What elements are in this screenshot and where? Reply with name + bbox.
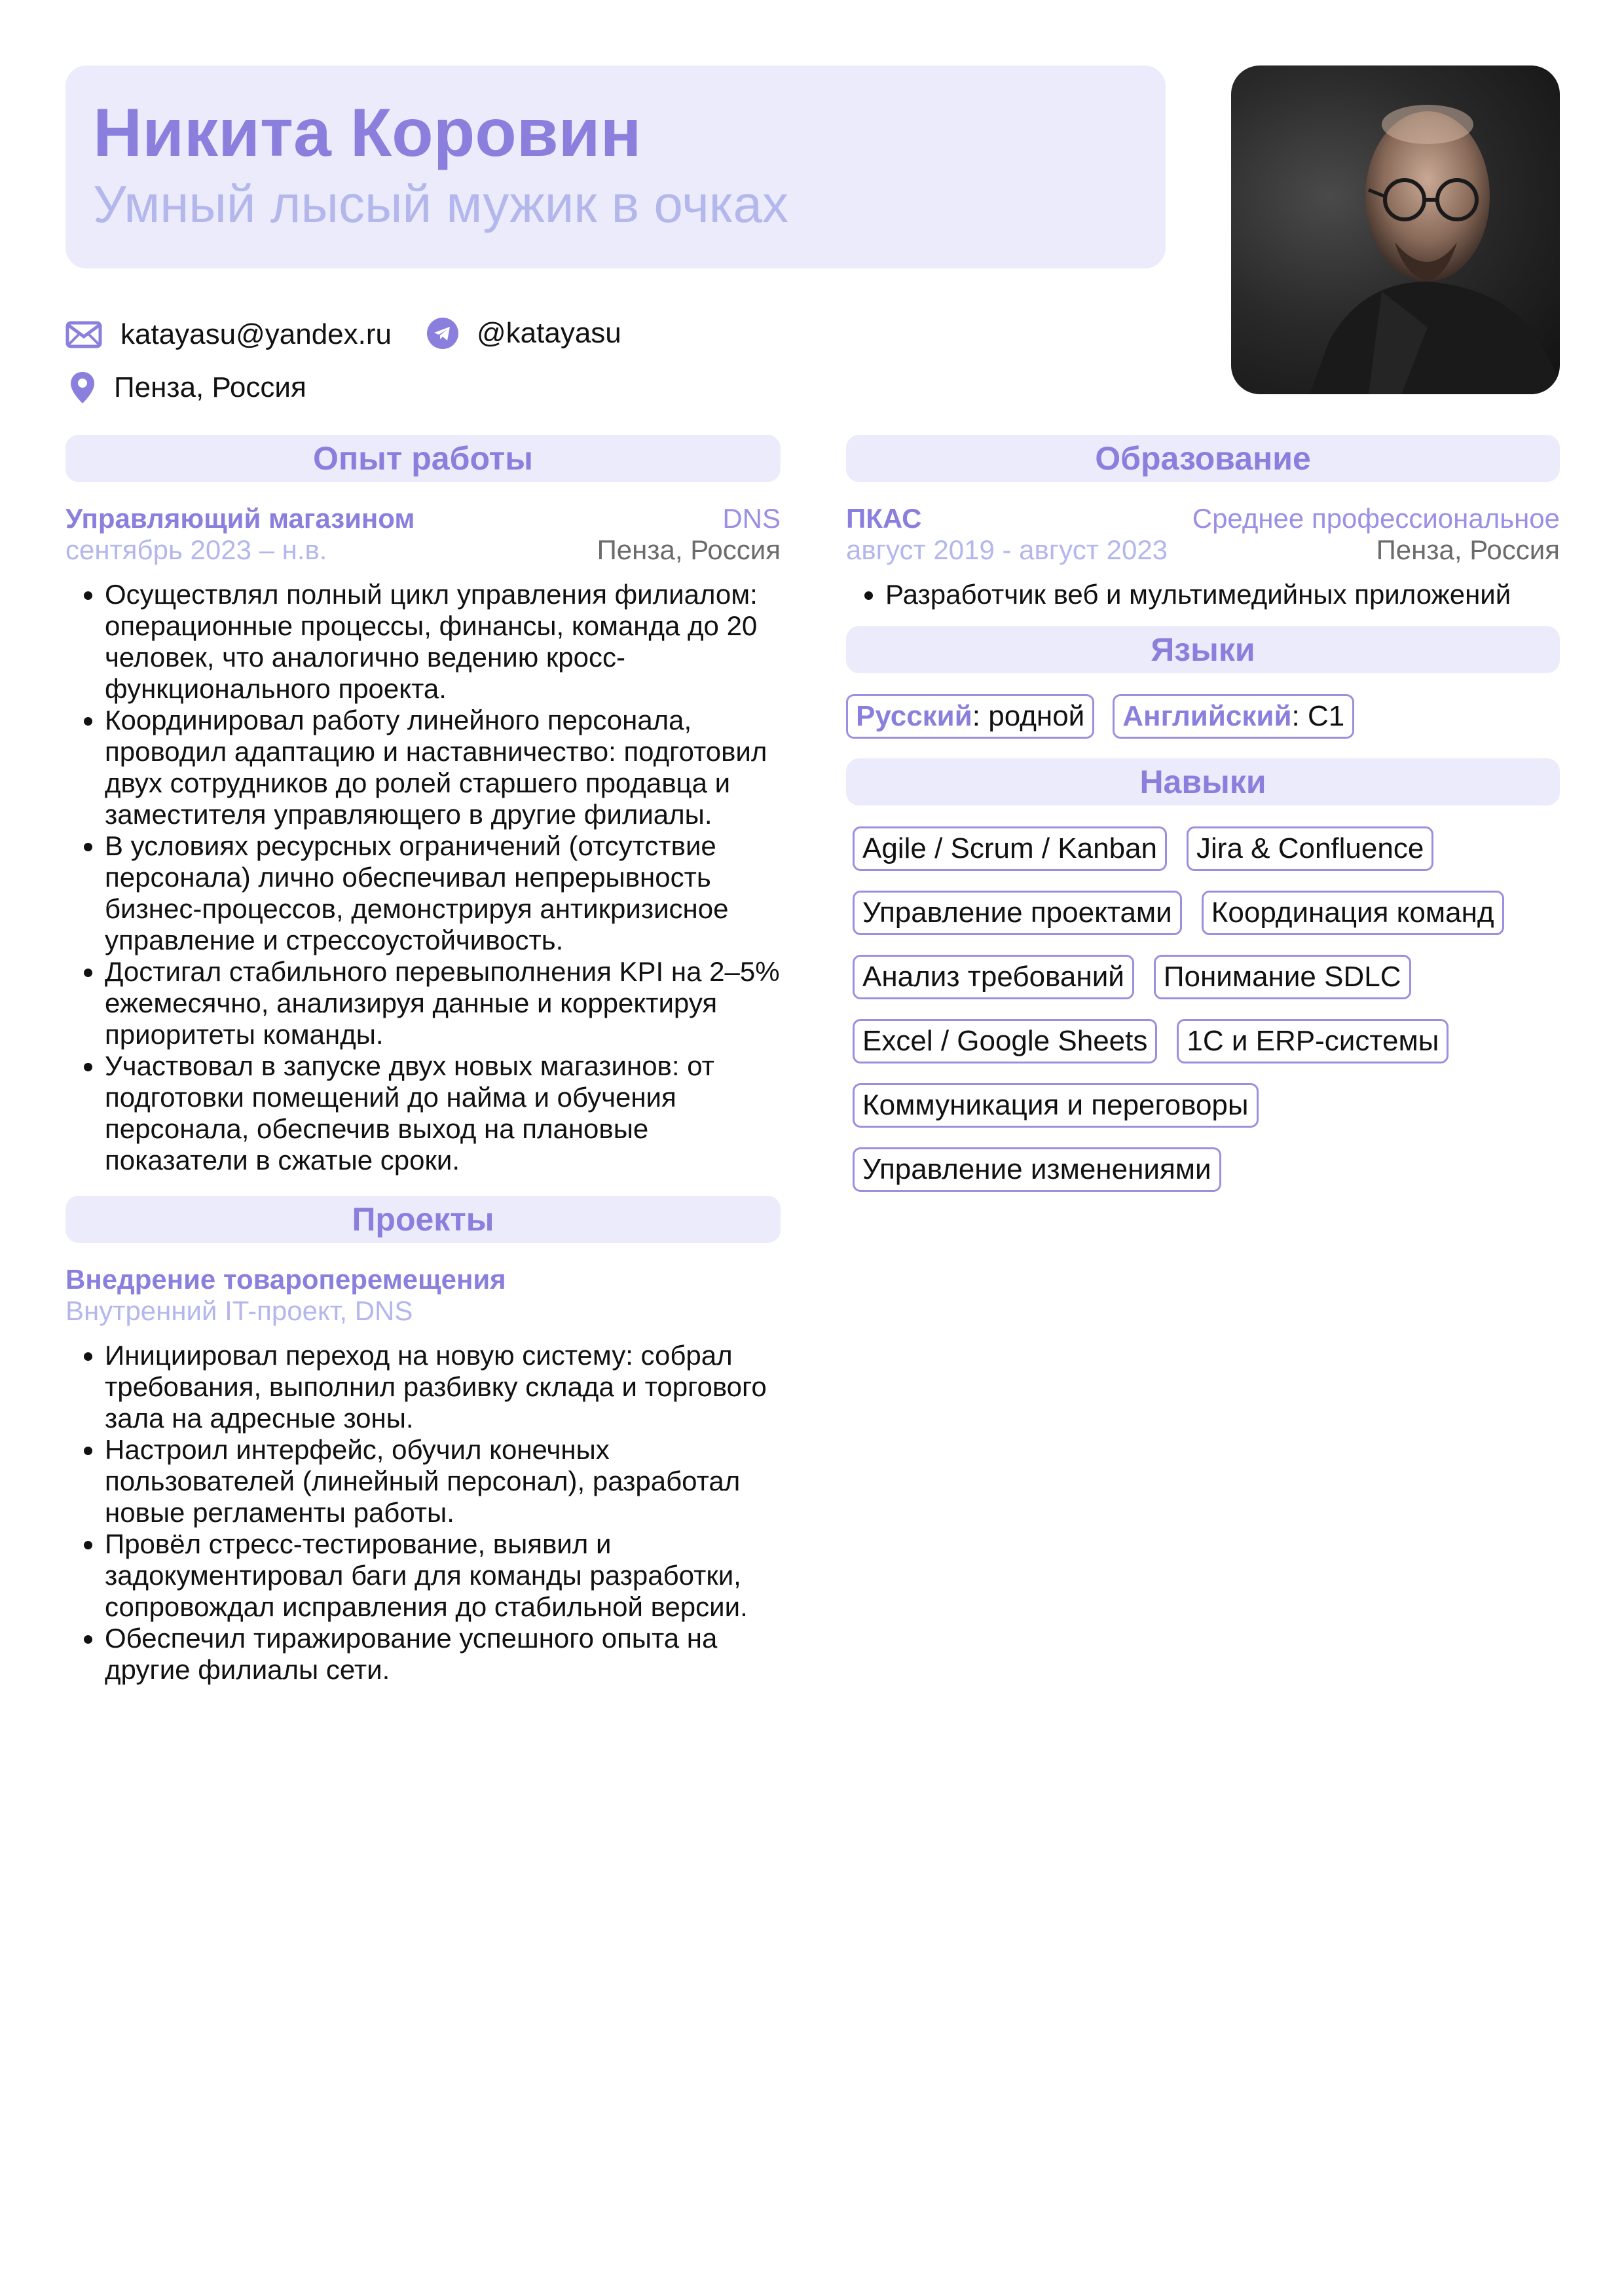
list-item: • Разработчик веб и мультимедийных приложений: [885, 579, 1560, 610]
tagline: Умный лысый мужик в очках: [93, 175, 789, 234]
skill-tag: Понимание SDLC: [1154, 955, 1411, 999]
job-position: Управляющий магазином: [65, 503, 415, 534]
list-item: • Координировал работу линейного персонала, проводил адаптацию и наставничество: подготовил двух сотрудников до ролей старшего продавца и заместителя управляющего в другие филиалы.: [105, 705, 781, 830]
contact-telegram[interactable]: [427, 317, 621, 350]
language-level: родной: [980, 700, 1085, 732]
skill-tag: Коммуникация и переговоры: [853, 1083, 1259, 1128]
list-item: • Участвовал в запуске двух новых магазинов: от подготовки помещений до найма и обучения персонала, обеспечив выход на плановые показатели в сжатые сроки.: [105, 1050, 781, 1176]
skill-tag: 1С и ERP-системы: [1177, 1019, 1449, 1064]
language-level: C1: [1299, 700, 1345, 732]
header-box: [65, 65, 1166, 268]
skill-tag: Jira & Confluence: [1187, 826, 1433, 871]
contact-email[interactable]: [65, 318, 392, 351]
list-item: • Настроил интерфейс, обучил конечных пользователей (линейный персонал), разработал новые регламенты работы.: [105, 1434, 781, 1528]
section-title-projects: Проекты: [65, 1196, 781, 1243]
section-title-skills: Навыки: [846, 758, 1560, 805]
language-separator: :: [972, 700, 981, 732]
skill-tag: Управление изменениями: [853, 1147, 1221, 1192]
skill-tag: Excel / Google Sheets: [853, 1019, 1157, 1064]
education-bullets: [846, 579, 1560, 610]
language-tag: [846, 694, 1094, 739]
list-item: • Осуществлял полный цикл управления филиалом: операционные процессы, финансы, команда до 20 человек, что аналогично ведению кросс-функционального проекта.: [105, 579, 781, 705]
section-title-education: Образование: [846, 435, 1560, 482]
job-company: DNS: [722, 503, 781, 534]
list-item: • В условиях ресурсных ограничений (отсутствие персонала) лично обеспечивал непрерывность бизнес-процессов, демонстрируя антикризисное управление и стрессоустойчивость.: [105, 830, 781, 956]
location-pin-icon: [69, 371, 96, 405]
mail-icon: [65, 321, 102, 348]
skills-list: [846, 826, 1560, 1192]
education-entry: [846, 503, 1560, 610]
job-entry: [65, 503, 781, 1176]
left-column: [65, 435, 781, 1686]
skill-tag: Анализ требований: [853, 955, 1134, 999]
education-location: Пенза, Россия: [1376, 534, 1560, 565]
telegram-text: @katayasu: [477, 317, 621, 349]
languages-list: [846, 694, 1560, 739]
language-separator: :: [1291, 700, 1300, 732]
education-level: Среднее профессиональное: [1192, 503, 1560, 534]
skill-tag: Agile / Scrum / Kanban: [853, 826, 1167, 871]
project-entry: [65, 1264, 781, 1686]
language-tag: [1113, 694, 1354, 739]
skill-tag: Управление проектами: [853, 891, 1182, 935]
location-text: Пенза, Россия: [114, 371, 306, 403]
skill-tag: Координация команд: [1202, 891, 1504, 935]
education-dates: август 2019 - август 2023: [846, 534, 1168, 565]
job-bullets: [65, 579, 781, 1176]
contact-location: [69, 371, 306, 405]
project-bullets: [65, 1340, 781, 1686]
section-title-experience: Опыт работы: [65, 435, 781, 482]
job-dates: сентябрь 2023 – н.в.: [65, 534, 327, 565]
right-column: [846, 435, 1560, 1192]
list-item: • Достигал стабильного перевыполнения KPI на 2–5% ежемесячно, анализируя данные и корректируя приоритеты команды.: [105, 956, 781, 1050]
education-school: ПКАС: [846, 503, 922, 534]
section-title-languages: Языки: [846, 626, 1560, 673]
language-name: Английский: [1122, 700, 1292, 732]
language-name: Русский: [856, 700, 972, 732]
job-location: Пенза, Россия: [597, 534, 781, 565]
list-item: • Провёл стресс-тестирование, выявил и задокументировал баги для команды разработки, сопровождал исправления до стабильной версии.: [105, 1528, 781, 1623]
full-name: Никита Коровин: [93, 95, 642, 171]
telegram-icon: [427, 318, 458, 349]
list-item: • Обеспечил тиражирование успешного опыта на другие филиалы сети.: [105, 1623, 781, 1686]
profile-photo: [1231, 65, 1560, 394]
email-text: katayasu@yandex.ru: [120, 318, 392, 350]
list-item: • Инициировал переход на новую систему: собрал требования, выполнил разбивку склада и торгового зала на адресные зоны.: [105, 1340, 781, 1434]
project-subtitle: Внутренний IT-проект, DNS: [65, 1295, 413, 1326]
project-name: Внедрение товароперемещения: [65, 1264, 506, 1295]
